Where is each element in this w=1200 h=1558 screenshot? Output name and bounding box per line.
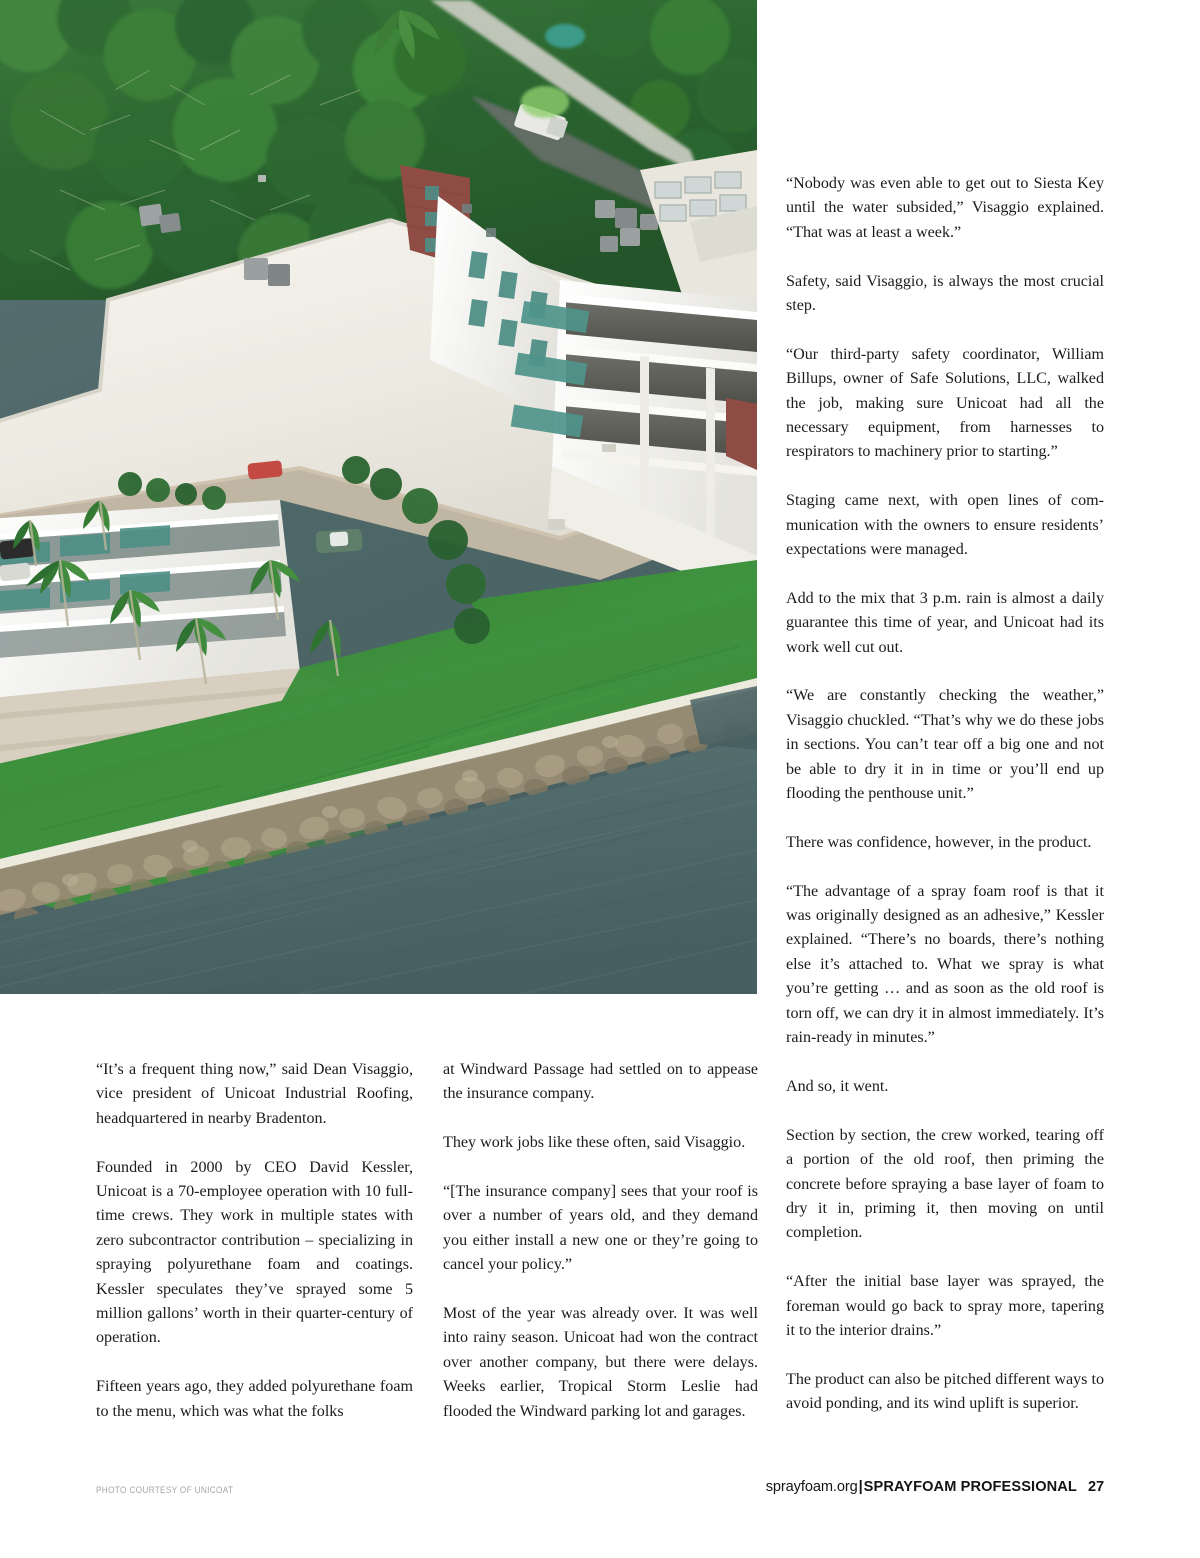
paragraph: “After the initial base layer was sprayed, the foreman would go back to spray more, tapering it to the interior drains.” (786, 1273, 1104, 1339)
paragraph: Staging came next, with open lines of communication with the owners to ensure residents’ expectations were managed. (786, 492, 1104, 559)
paragraph: “Nobody was even able to get out to Siesta Key until the water subsided,” Visaggio explained. “That was at least a week.” (786, 175, 1104, 241)
paragraph: Fifteen years ago, they added polyurethane foam to the menu, which was what the folks (96, 1378, 413, 1420)
paragraph: They work jobs like these often, said Visaggio. (443, 1134, 746, 1152)
footer-separator: | (858, 1479, 863, 1495)
photo-credit: PHOTO COURTESY OF UNICOAT (96, 1484, 234, 1495)
paragraph: “We are constantly checking the weather,” Visaggio chuckled. “That’s why we do these jobs in sections. You can’t tear off a big one and not be able to dry it in in time or you’ll end up flooding the penthouse unit.” (786, 687, 1104, 803)
aerial-photograph (0, 0, 757, 994)
paragraph: “[The insurance company] sees that your roof is over a number of years old, and they demand you either install a new one or they’re going to cancel your policy.” (443, 1183, 758, 1274)
photo-illustration (0, 0, 757, 994)
footer-website[interactable]: sprayfoam.org (765, 1479, 858, 1495)
paragraph: “The advantage of a spray foam roof is that it was originally designed as an adhesive,” Kessler explained. “There’s no boards, there’s nothing else it’s attached to. What we spray is what you’re getting … and as soon as the old roof is torn off, we can dry it in almost immediately. It’s rain-ready in minutes.” (786, 882, 1104, 1047)
footer-publication: SPRAYFOAM PROFESSIONAL (863, 1479, 1077, 1495)
paragraph: Add to the mix that 3 p.m. rain is almost a daily guarantee this time of year, and Unicoat had its work well cut out. (786, 589, 1104, 656)
paragraph: “Our third-party safety coordinator, William Billups, owner of Safe Solutions, LLC, walked the job, making sure Unicoat had all the necessary equipment, from harnesses to respirators to machinery prior to starting.” (786, 345, 1104, 461)
text-column-middle (443, 1058, 758, 1424)
paragraph: Safety, said Visaggio, is always the most crucial step. (786, 272, 1104, 315)
paragraph: “It’s a frequent thing now,” said Dean Visaggio, vice president of Unicoat Industrial Roofing, headquartered in nearby Bradenton. (96, 1061, 413, 1127)
text-column-right (786, 172, 1104, 1417)
paragraph: And so, it went. (786, 1077, 889, 1095)
paragraph: Section by section, the crew worked, tearing off a portion of the old roof, then priming the concrete before spraying a base layer of foam to dry it in, priming it, then moving on until completion. (786, 1126, 1104, 1242)
paragraph: Most of the year was already over. It was well into rainy season. Unicoat had won the contract over another company, but there were delays. Weeks earlier, Tropical Storm Leslie had flooded the Windward parking lot and garages. (443, 1305, 758, 1420)
paragraph: The product can also be pitched different ways to avoid ponding, and its wind uplift is superior. (786, 1370, 1104, 1413)
lawn-utility-box (548, 519, 565, 530)
paragraph: at Windward Passage had settled on to appease the insurance company. (443, 1061, 758, 1103)
text-column-left (96, 1058, 413, 1424)
page-number: 27 (1087, 1479, 1104, 1495)
paragraph: Founded in 2000 by CEO David Kessler, Unicoat is a 70-employee operation with 10 full-time crews. They work in multiple states with zero subcontractor contribution – specializing in spraying polyurethane foam and coatings. Kessler speculates they’ve sprayed some 5 million gallons’ worth in their quarter-century of operation. (96, 1158, 413, 1347)
footer-masthead (766, 1479, 1104, 1495)
paragraph: There was confidence, however, in the product. (786, 833, 1092, 851)
